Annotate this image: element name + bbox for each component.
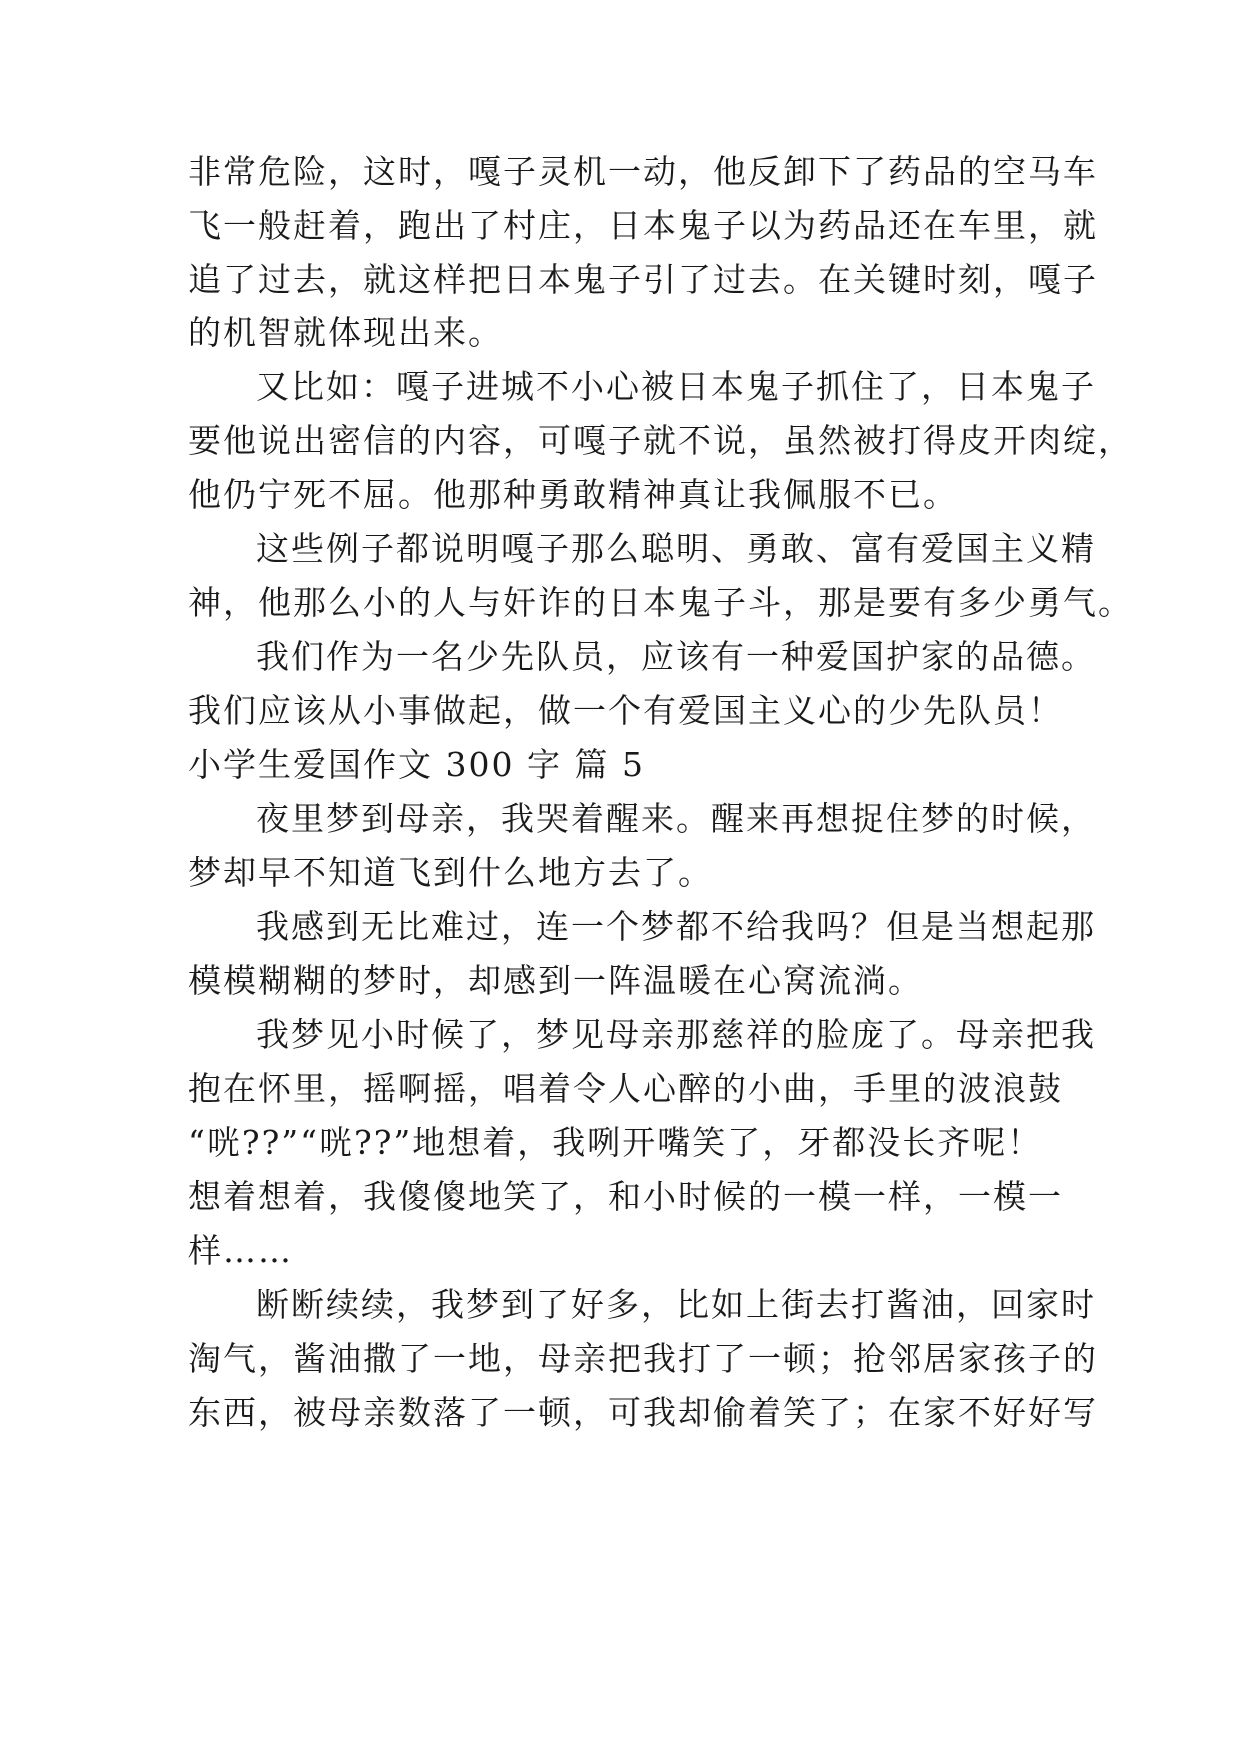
paragraph-line: 这些例子都说明嘎子那么聪明、勇敢、富有爱国主义精 [256, 529, 1096, 568]
paragraph-line: 断断续续，我梦到了好多，比如上街去打酱油，回家时 [256, 1285, 1096, 1324]
paragraph-line: 神，他那么小的人与奸诈的日本鬼子斗，那是要有多少勇气。 [188, 583, 1133, 622]
paragraph-line: 样…… [188, 1231, 293, 1270]
paragraph-line: 我们作为一名少先队员，应该有一种爱国护家的品德。 [256, 637, 1096, 676]
paragraph-line: 我们应该从小事做起，做一个有爱国主义心的少先队员！ [188, 691, 1063, 730]
paragraph-line: 梦却早不知道飞到什么地方去了。 [188, 853, 713, 892]
paragraph-line: 非常危险，这时，嘎子灵机一动，他反卸下了药品的空马车 [188, 152, 1098, 191]
paragraph-line: 淘气，酱油撒了一地，母亲把我打了一顿；抢邻居家孩子的 [188, 1339, 1098, 1378]
paragraph-line: 又比如：嘎子进城不小心被日本鬼子抓住了，日本鬼子 [256, 367, 1096, 406]
paragraph-line: 的机智就体现出来。 [188, 313, 503, 352]
paragraph-line: 飞一般赶着，跑出了村庄，日本鬼子以为药品还在车里，就 [188, 206, 1098, 245]
section-heading: 小学生爱国作文 300 字 篇 5 [188, 745, 645, 784]
paragraph-line: 我梦见小时候了，梦见母亲那慈祥的脸庞了。母亲把我 [256, 1015, 1096, 1054]
paragraph-line: 东西，被母亲数落了一顿，可我却偷着笑了；在家不好好写 [188, 1393, 1098, 1432]
paragraph-line: 模模糊糊的梦时，却感到一阵温暖在心窝流淌。 [188, 961, 923, 1000]
paragraph-line: “咣??”“咣??”地想着，我咧开嘴笑了，牙都没长齐呢！ [188, 1123, 1043, 1162]
paragraph-line: 想着想着，我傻傻地笑了，和小时候的一模一样，一模一 [188, 1177, 1063, 1216]
paragraph-line: 他仍宁死不屈。他那种勇敢精神真让我佩服不已。 [188, 475, 958, 514]
paragraph-line: 抱在怀里，摇啊摇，唱着令人心醉的小曲，手里的波浪鼓 [188, 1069, 1063, 1108]
paragraph-line: 追了过去，就这样把日本鬼子引了过去。在关键时刻，嘎子 [188, 260, 1098, 299]
paragraph-line: 夜里梦到母亲，我哭着醒来。醒来再想捉住梦的时候， [256, 799, 1096, 838]
paragraph-line: 我感到无比难过，连一个梦都不给我吗？但是当想起那 [256, 907, 1096, 946]
paragraph-line: 要他说出密信的内容，可嘎子就不说，虽然被打得皮开肉绽， [188, 421, 1133, 460]
